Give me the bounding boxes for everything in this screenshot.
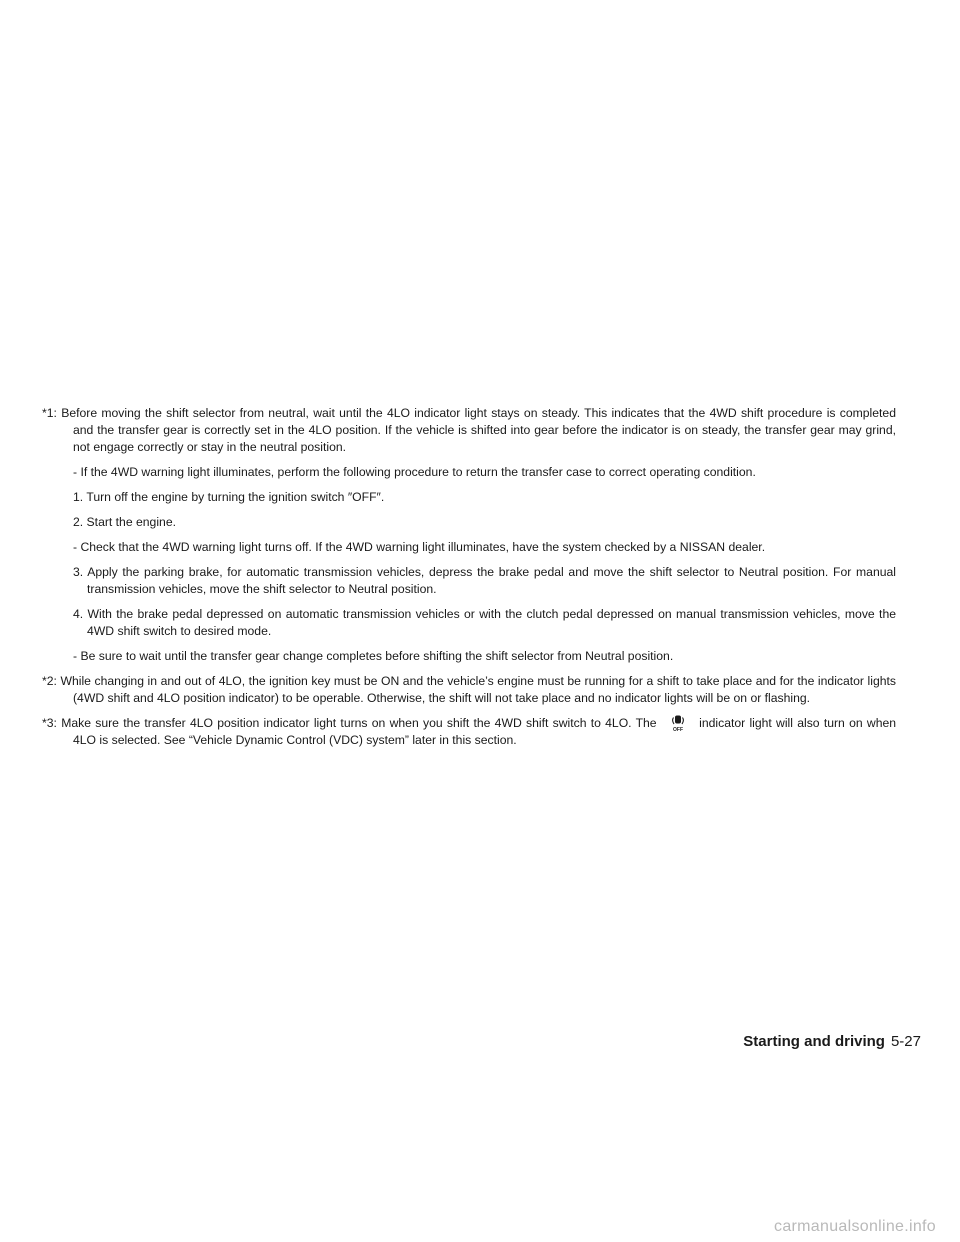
watermark: carmanualsonline.info (774, 1218, 936, 1235)
page-number: 5-27 (890, 1033, 921, 1050)
footnote-marker: *2: (42, 674, 57, 688)
footnote-1-substep: - Be sure to wait until the transfer gear change completes before shifting the shift selector from Neutral position. (73, 649, 674, 663)
footnote-3 (42, 715, 896, 749)
footnote-marker: *3: (42, 716, 57, 730)
footnote-1 (42, 405, 896, 456)
vdc-off-indicator-icon (661, 715, 695, 732)
vdc-icon-label: OFF (672, 727, 683, 732)
footnote-1-substep: 2. Start the engine. (73, 515, 176, 529)
footnote-text: indicator light will also turn on when 4LO is selected. See “Vehicle Dynamic Control (VDC) system” later in this section. (73, 716, 897, 747)
footnotes (42, 405, 896, 757)
footnote-marker: *1: (42, 406, 57, 420)
section-title: Starting and driving (743, 1033, 885, 1050)
footnote-1-substep: 3. Apply the parking brake, for automatic transmission vehicles, depress the brake pedal and move the shift selector to Neutral position. For manual transmission vehicles, move the shift selector to Neutral position. (73, 565, 896, 596)
footnote-2 (42, 673, 896, 707)
footnote-1-substep: - If the 4WD warning light illuminates, perform the following procedure to return the transfer case to correct operating condition. (73, 465, 756, 479)
footnote-text: While changing in and out of 4LO, the ignition key must be ON and the vehicle’s engine must be running for a shift to take place and for the indicator lights (4WD shift and 4LO position indicator) to be operable. Otherwise, the shift will not take place and no indicator lights will be on or flashing. (60, 674, 896, 705)
page-footer (743, 1032, 921, 1052)
footnote-text: Before moving the shift selector from neutral, wait until the 4LO indicator light stays on steady. This indicates that the 4WD shift procedure is completed and the transfer gear is correctly set in the 4LO position. If the vehicle is shifted into gear before the indicator is on steady, the transfer gear may grind, not engage correctly or stay in the neutral position. (61, 406, 896, 454)
footnote-1-substep: 4. With the brake pedal depressed on automatic transmission vehicles or with the clutch pedal depressed on manual transmission vehicles, move the 4WD shift switch to desired mode. (73, 607, 896, 638)
footnote-text: Make sure the transfer 4LO position indicator light turns on when you shift the 4WD shift switch to 4LO. The (61, 716, 657, 730)
footnote-1-substep: - Check that the 4WD warning light turns off. If the 4WD warning light illuminates, have the system checked by a NISSAN dealer. (73, 540, 766, 554)
footnote-1-substep: 1. Turn off the engine by turning the ignition switch ″OFF″. (73, 490, 385, 504)
